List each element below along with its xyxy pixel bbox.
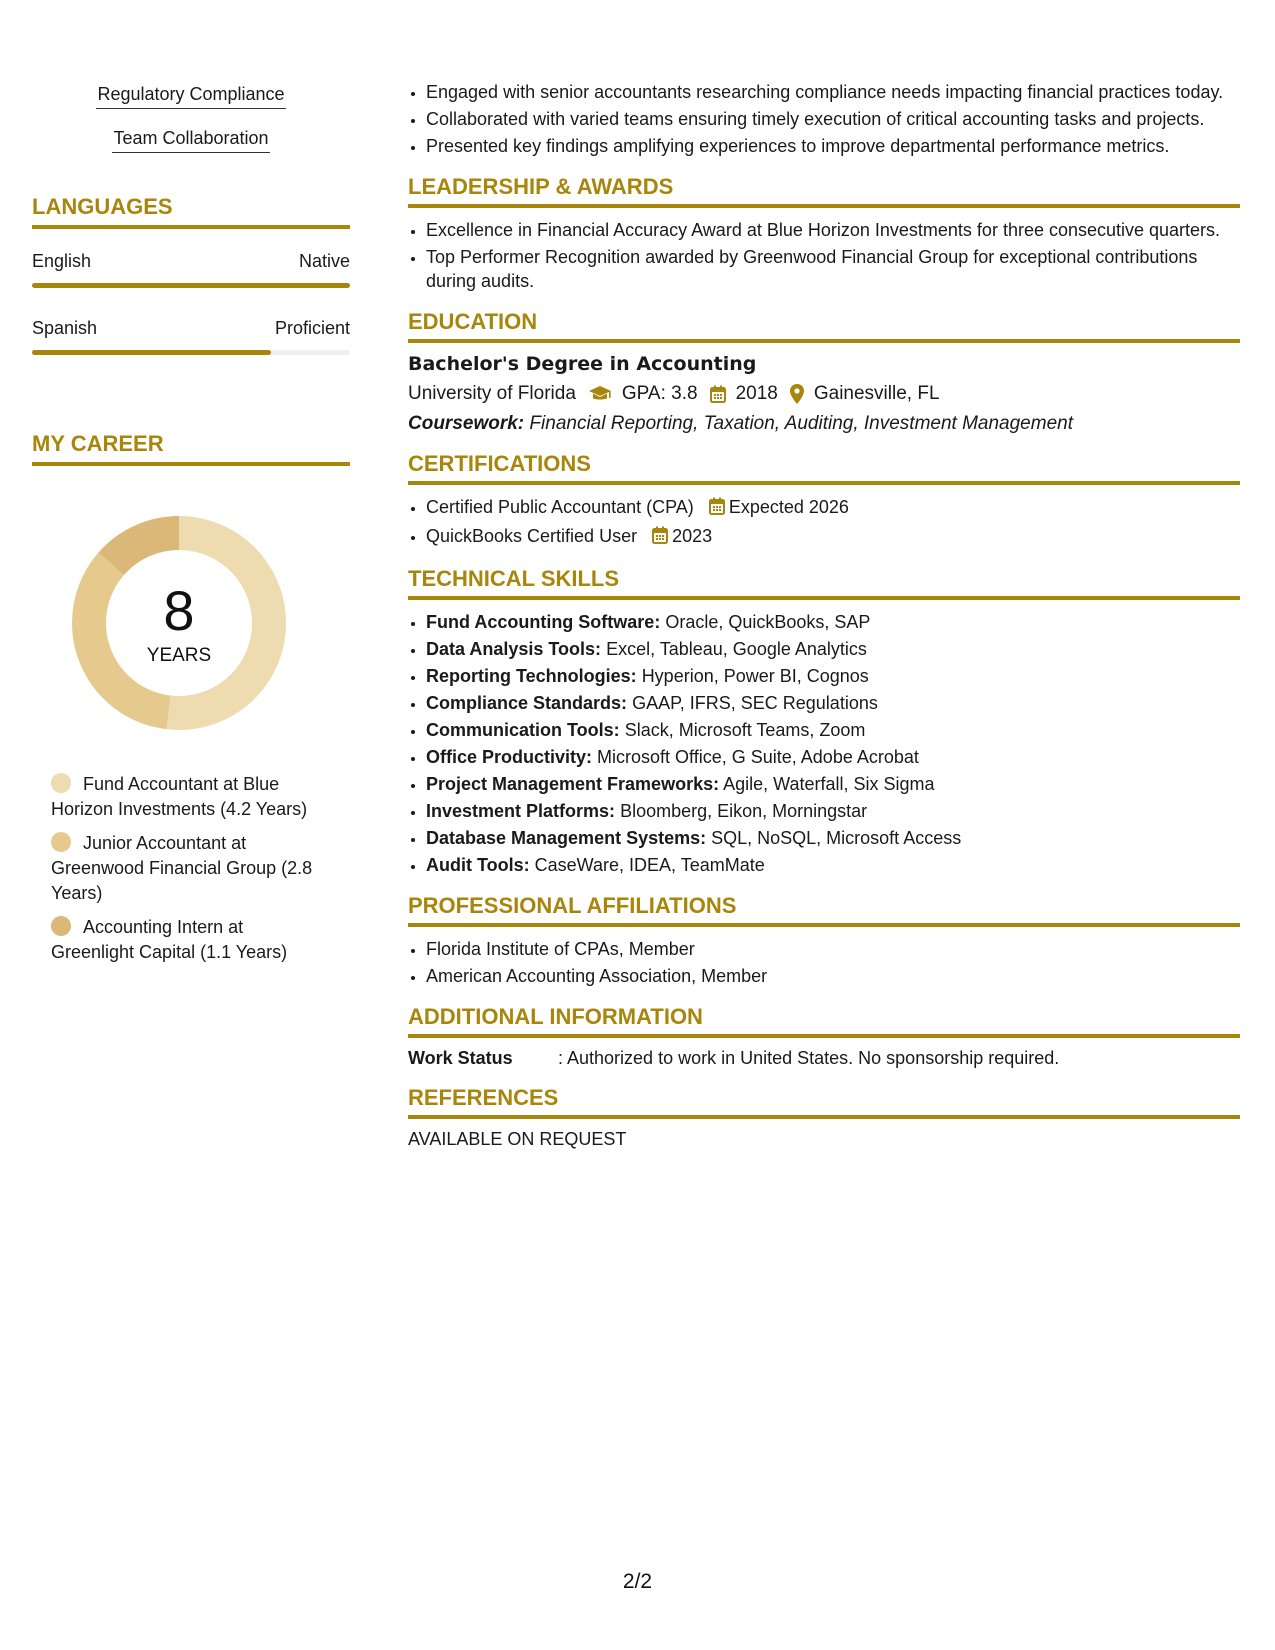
references-title: REFERENCES — [408, 1085, 1240, 1119]
work-status-value: : Authorized to work in United States. No sponsorship required. — [558, 1048, 1060, 1068]
education-title: EDUCATION — [408, 309, 1240, 343]
language-bar — [32, 283, 350, 288]
skill-value: Excel, Tableau, Google Analytics — [606, 639, 867, 659]
language-name: English — [32, 251, 92, 271]
gpa: GPA: 3.8 — [621, 383, 698, 404]
skill-item — [426, 853, 1240, 877]
language-row — [32, 251, 350, 288]
certifications-title: CERTIFICATIONS — [408, 451, 1240, 485]
legend-label: Fund Accountant at Blue Horizon Investments (4.2 Years) — [51, 774, 308, 819]
certifications-list — [408, 495, 1240, 550]
skill-item — [426, 772, 1240, 796]
skill-value: Microsoft Office, G Suite, Adobe Acrobat — [597, 747, 919, 767]
language-bar-fill — [32, 283, 350, 288]
career-total-unit: YEARS — [146, 645, 212, 666]
skill-item — [426, 610, 1240, 634]
calendar-icon — [652, 526, 668, 550]
legend-label: Junior Accountant at Greenwood Financial Group (2.8 Years) — [51, 833, 313, 903]
skill-label: Office Productivity: — [426, 747, 593, 767]
education-entry — [408, 353, 1240, 435]
skill-label: Fund Accounting Software: — [426, 612, 661, 632]
left-column — [32, 84, 350, 974]
skill-value: Bloomberg, Eikon, Morningstar — [620, 801, 868, 821]
skill-item — [426, 718, 1240, 742]
skill-value: Agile, Waterfall, Six Sigma — [723, 774, 935, 794]
leadership-title: LEADERSHIP & AWARDS — [408, 174, 1240, 208]
references-text: AVAILABLE ON REQUEST — [408, 1129, 627, 1149]
certification-name: QuickBooks Certified User — [426, 526, 638, 546]
list-item: • American Accounting Association, Member — [426, 964, 1240, 988]
language-bar-fill — [32, 350, 271, 355]
skill-value: SQL, NoSQL, Microsoft Access — [711, 828, 962, 848]
certification-name: Certified Public Accountant (CPA) — [426, 497, 694, 517]
language-row — [32, 318, 350, 355]
calendar-icon — [710, 385, 726, 403]
legend-item — [51, 831, 331, 906]
legend-item — [51, 772, 331, 822]
skill-item — [426, 826, 1240, 850]
skill-item — [426, 799, 1240, 823]
skill-value: Oracle, QuickBooks, SAP — [665, 612, 871, 632]
coursework-value: Financial Reporting, Taxation, Auditing, Investment Management — [529, 413, 1073, 434]
legend-label: Accounting Intern at Greenlight Capital (1.1 Years) — [51, 917, 288, 962]
skill-label: Audit Tools: — [426, 855, 530, 875]
legend-swatch — [51, 773, 71, 793]
legend-swatch — [51, 832, 71, 852]
legend-swatch — [51, 916, 71, 936]
list-item: • Excellence in Financial Accuracy Award at Blue Horizon Investments for three consecutive quarters. — [426, 218, 1240, 242]
technical-skills-title: TECHNICAL SKILLS — [408, 566, 1240, 600]
language-bar — [32, 350, 350, 355]
languages-section — [32, 194, 350, 355]
skill-label: Project Management Frameworks: — [426, 774, 720, 794]
certification-date: 2023 — [672, 526, 713, 546]
skill-label: Compliance Standards: — [426, 693, 628, 713]
career-title: MY CAREER — [32, 431, 350, 466]
skill-label: Data Analysis Tools: — [426, 639, 602, 659]
skill-value: Hyperion, Power BI, Cognos — [641, 666, 869, 686]
skill-item — [426, 664, 1240, 688]
career-legend — [51, 772, 331, 965]
skill-item — [426, 691, 1240, 715]
page-number: 2/2 — [622, 1570, 653, 1593]
skill-tag: Regulatory Compliance — [96, 84, 285, 109]
list-item: • Engaged with senior accountants researching compliance needs impacting financial practices today. — [426, 80, 1240, 104]
skill-item — [426, 637, 1240, 661]
affiliations-list — [408, 937, 1240, 988]
work-status-label: Work Status — [408, 1048, 513, 1068]
certification-item — [426, 495, 1240, 521]
skill-label: Database Management Systems: — [426, 828, 707, 848]
certification-item — [426, 524, 1240, 550]
coursework-label: Coursework: — [408, 413, 525, 434]
skill-value: CaseWare, IDEA, TeamMate — [534, 855, 765, 875]
legend-item — [51, 915, 331, 965]
work-status-row — [408, 1048, 1240, 1069]
graduation-cap-icon — [588, 385, 612, 403]
coursework — [408, 413, 1240, 435]
list-item: • Presented key findings amplifying experiences to improve departmental performance metrics. — [426, 134, 1240, 158]
graduation-year: 2018 — [735, 383, 778, 404]
right-column — [408, 80, 1240, 1150]
skill-label: Investment Platforms: — [426, 801, 616, 821]
career-donut-chart — [66, 510, 292, 736]
language-name: Spanish — [32, 318, 98, 338]
language-level: Native — [298, 251, 350, 271]
certification-date: Expected 2026 — [728, 497, 849, 517]
skills-tail — [32, 84, 350, 172]
languages-title: LANGUAGES — [32, 194, 350, 229]
list-item: • Top Performer Recognition awarded by Greenwood Financial Group for exceptional contributions during audits. — [426, 245, 1240, 293]
school-location: Gainesville, FL — [813, 383, 940, 404]
degree-title: Bachelor's Degree in Accounting — [408, 353, 757, 375]
list-item: • Florida Institute of CPAs, Member — [426, 937, 1240, 961]
career-total-years: 8 — [163, 579, 195, 642]
additional-info-title: ADDITIONAL INFORMATION — [408, 1004, 1240, 1038]
technical-skills-list — [408, 610, 1240, 877]
skill-tag: Team Collaboration — [112, 128, 269, 153]
skill-value: GAAP, IFRS, SEC Regulations — [632, 693, 878, 713]
skill-label: Reporting Technologies: — [426, 666, 637, 686]
language-level: Proficient — [274, 318, 350, 338]
career-section — [32, 431, 350, 965]
map-pin-icon — [790, 384, 804, 404]
list-item: • Collaborated with varied teams ensuring timely execution of critical accounting tasks and projects. — [426, 107, 1240, 131]
calendar-icon — [709, 497, 725, 521]
affiliations-title: PROFESSIONAL AFFILIATIONS — [408, 893, 1240, 927]
experience-tail-list — [408, 80, 1240, 158]
school-name: University of Florida — [408, 383, 576, 404]
donut-center — [66, 510, 292, 736]
skill-value: Slack, Microsoft Teams, Zoom — [624, 720, 866, 740]
leadership-list — [408, 218, 1240, 293]
education-meta — [408, 383, 1240, 405]
skill-label: Communication Tools: — [426, 720, 620, 740]
skill-item — [426, 745, 1240, 769]
